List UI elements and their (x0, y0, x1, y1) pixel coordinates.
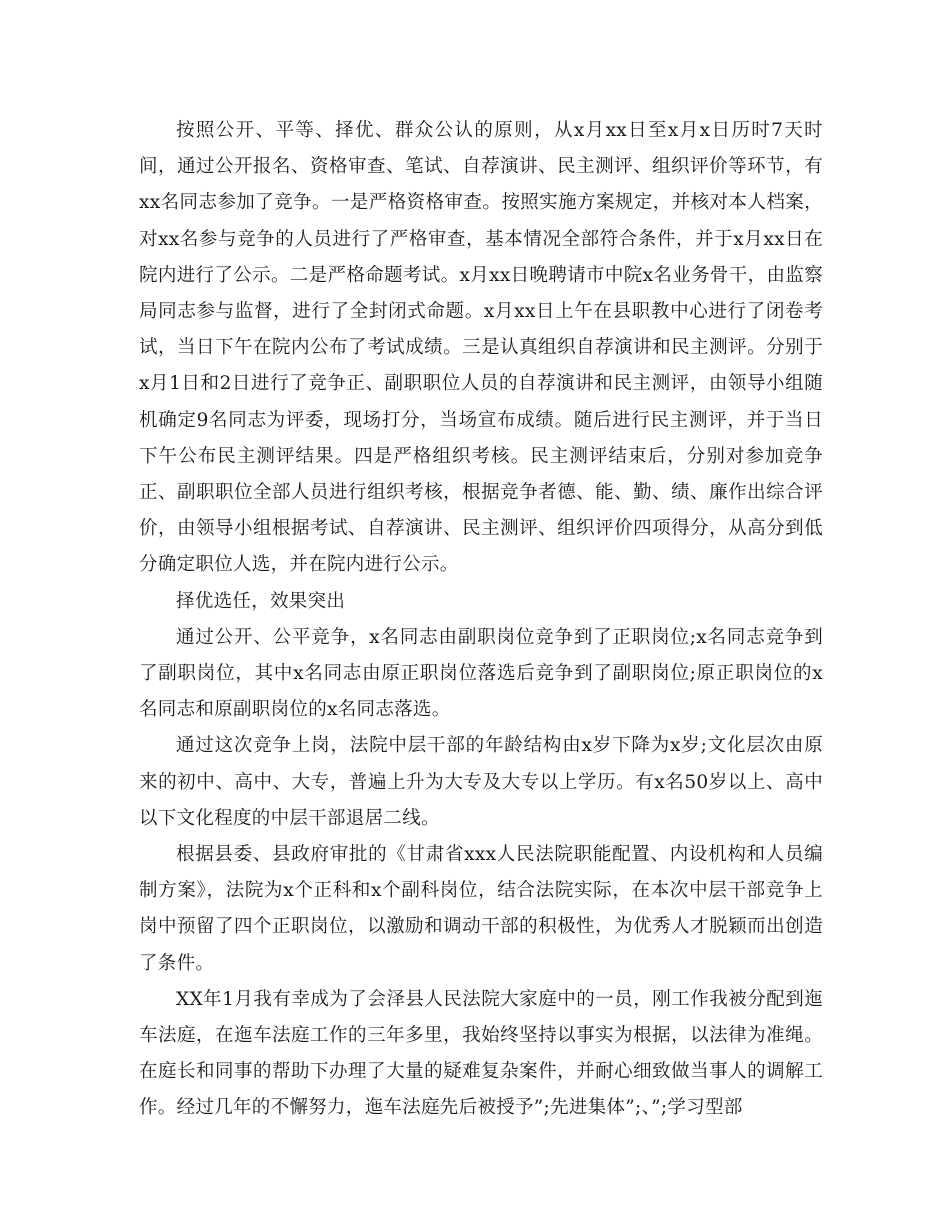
document-body (139, 113, 823, 1127)
paragraph-promotion-results: 通过公开、公平竞争，x名同志由副职岗位竞争到了正职岗位;x名同志竞争到了副职岗位，其中x名同志由原正职岗位落选后竞争到了副职岗位;原正职岗位的x名同志和原副职岗位的x名同志落选。 (139, 626, 823, 721)
paragraph-selection-process: 按照公开、平等、择优、群众公认的原则，从x月xx日至x月x日历时7天时间，通过公开报名、资格审查、笔试、自荐演讲、民主测评、组织评价等环节，有xx名同志参加了竞争。一是严格资格审查。按照实施方案规定，并核对本人档案，对xx名参与竞争的人员进行了严格审查，基本情况全部符合条件，并于x月xx日在院内进行了公示。二是严格命题考试。x月xx日晚聘请市中院x名业务骨干，由监察局同志参与监督，进行了全封闭式命题。x月xx日上午在县职教中心进行了闭卷考试，当日下午在院内公布了考试成绩。三是认真组织自荐演讲和民主测评。分别于x月1日和2日进行了竞争正、副职职位人员的自荐演讲和民主测评，由领导小组随机确定9名同志为评委，现场打分，当场宣布成绩。随后进行民主测评，并于当日下午公布民主测评结果。四是严格组织考核。民主测评结束后，分别对参加竞争正、副职职位全部人员进行组织考核，根据竞争者德、能、勤、绩、廉作出综合评价，由领导小组根据考试、自荐演讲、民主测评、组织评价四项得分，从高分到低分确定职位人选，并在院内进行公示。 (139, 120, 823, 576)
paragraph-reserved-positions: 根据县委、县政府审批的《甘肃省xxx人民法院职能配置、内设机构和人员编制方案》，法院为x个正科和x个副科岗位，结合法院实际，在本次中层干部竞争上岗中预留了四个正职岗位，以激励和调动干部的积极性，为优秀人才脱颖而出创造了条件。 (139, 844, 823, 974)
paragraph-age-education-change: 通过这次竞争上岗，法院中层干部的年龄结构由x岁下降为x岁;文化层次由原来的初中、高中、大专，普遍上升为大专及大专以上学历。有x名50岁以上、高中以下文化程度的中层干部退居二线。 (139, 735, 823, 829)
paragraph-personal-experience: XX年1月我有幸成为了会泽县人民法院大家庭中的一员，刚工作我被分配到迤车法庭，在迤车法庭工作的三年多里，我始终坚持以事实为根据，以法律为准绳。在庭长和同事的帮助下办理了大量的疑难复杂案件，并耐心细致做当事人的调解工作。经过几年的不懈努力，迤车法庭先后被授予”;先进集体”;、”;学习型部 (139, 988, 823, 1119)
section-heading-selection-results: 择优选任，效果突出 (176, 590, 346, 612)
